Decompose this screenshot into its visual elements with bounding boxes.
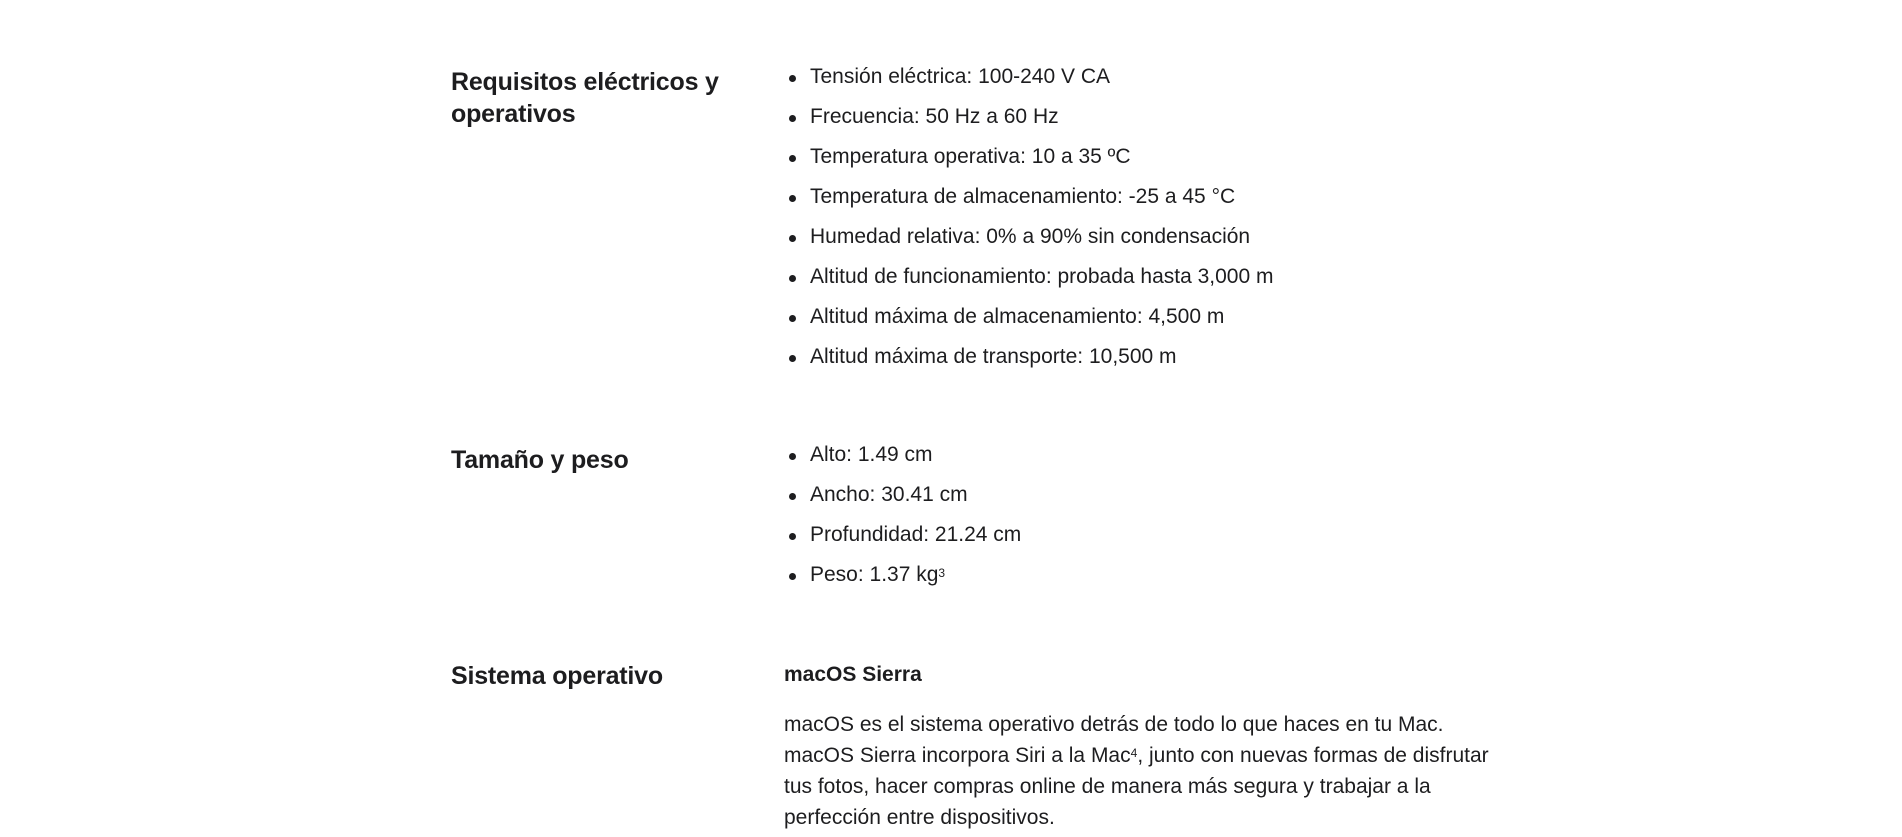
spec-list-electrical (784, 65, 1484, 385)
spec-item: Profundidad: 21.24 cm (784, 523, 1484, 563)
section-title-size: Tamaño y peso (451, 446, 629, 474)
section-body-os (784, 663, 1489, 833)
footnote-link[interactable]: 3 (938, 566, 946, 580)
spec-item: Frecuencia: 50 Hz a 60 Hz (784, 105, 1484, 145)
spec-item: Temperatura operativa: 10 a 35 ºC (784, 145, 1484, 185)
spec-list-size (784, 443, 1484, 603)
spec-item: Alto: 1.49 cm (784, 443, 1484, 483)
footnote-link[interactable]: 4 (1130, 746, 1138, 760)
spec-item: Ancho: 30.41 cm (784, 483, 1484, 523)
spec-item: Humedad relativa: 0% a 90% sin condensación (784, 225, 1484, 265)
os-description-line1: macOS es el sistema operativo detrás de todo lo que haces en tu Mac. (784, 713, 1444, 736)
section-body-size (784, 443, 1484, 603)
spec-item: Temperatura de almacenamiento: -25 a 45 °C (784, 185, 1484, 225)
spec-item-weight (784, 563, 1484, 603)
spec-item: Altitud máxima de transporte: 10,500 m (784, 345, 1484, 385)
os-description (784, 709, 1504, 833)
weight-label: Peso: 1.37 kg (810, 563, 939, 586)
section-title-os: Sistema operativo (451, 662, 663, 690)
spec-item: Altitud máxima de almacenamiento: 4,500 m (784, 305, 1484, 345)
os-description-part3: , junto con nuevas formas de disfrutar tus fotos, hacer compras online de manera más segura y trabajar a la perfección entre dispositivos. (784, 744, 1489, 829)
os-name: macOS Sierra (784, 663, 922, 686)
section-title-electrical: Requisitos eléctricos y operativos (451, 68, 719, 128)
os-description-part2: macOS Sierra incorpora Siri a la Mac (784, 744, 1131, 767)
spec-item: Tensión eléctrica: 100-240 V CA (784, 65, 1484, 105)
spec-item: Altitud de funcionamiento: probada hasta 3,000 m (784, 265, 1484, 305)
section-body-electrical (784, 65, 1484, 385)
